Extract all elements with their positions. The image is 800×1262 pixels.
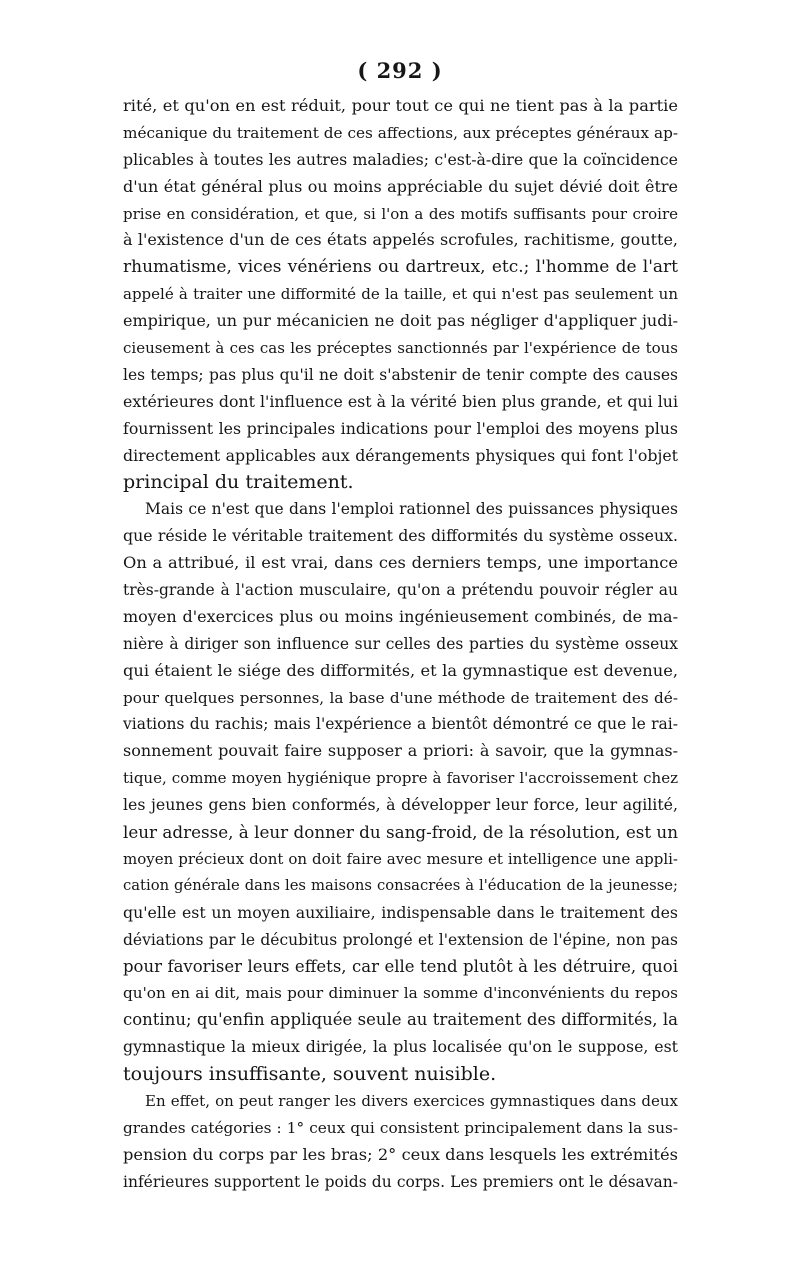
text-line: prise en considération, et que, si l'on a des motifs suffisants pour croire xyxy=(123,204,678,223)
text-line: viations du rachis; mais l'expérience a bientôt démontré ce que le rai- xyxy=(123,715,678,734)
text-line: moyen précieux dont on doit faire avec mesure et intelligence une appli- xyxy=(123,849,678,868)
text-line: qu'on en ai dit, mais pour diminuer la somme d'inconvénients du repos xyxy=(123,984,678,1003)
text-line: leur adresse, à leur donner du sang-froid, de la résolution, est un xyxy=(123,822,678,843)
text-line: inférieures supportent le poids du corps. Les premiers ont le désavan- xyxy=(123,1172,678,1191)
text-line: rité, et qu'on en est réduit, pour tout ce qui ne tient pas à la partie xyxy=(123,96,678,115)
text-line: empirique, un pur mécanicien ne doit pas négliger d'appliquer judi- xyxy=(123,311,678,331)
paragraph-end-line: principal du traitement. xyxy=(123,471,354,494)
text-line: extérieures dont l'influence est à la vérité bien plus grande, et qui lui xyxy=(123,391,678,411)
text-line: rhumatisme, vices vénériens ou dartreux, etc.; l'homme de l'art xyxy=(123,257,678,278)
text-line: plicables à toutes les autres maladies; c'est-à-dire que la coïncidence xyxy=(123,149,678,169)
text-line: sonnement pouvait faire supposer a priori: à savoir, que la gymnas- xyxy=(123,741,678,761)
text-line: d'un état général plus ou moins appréciable du sujet dévié doit être xyxy=(123,176,678,196)
text-line: qui étaient le siége des difformités, et la gymnastique est devenue, xyxy=(123,660,678,680)
text-line: fournissent les principales indications pour l'emploi des moyens plus xyxy=(123,418,678,438)
text-line: cieusement à ces cas les préceptes sanctionnés par l'expérience de tous xyxy=(123,339,678,358)
paragraph-end-line: toujours insuffisante, souvent nuisible. xyxy=(123,1063,497,1086)
text-line: pension du corps par les bras; 2° ceux dans lesquels les extrémités xyxy=(123,1144,678,1164)
text-line: nière à diriger son influence sur celles des parties du système osseux xyxy=(123,634,678,653)
text-line: les temps; pas plus qu'il ne doit s'abstenir de tenir compte des causes xyxy=(123,365,678,384)
paragraph-start-line: Mais ce n'est que dans l'emploi rationnel des puissances physiques xyxy=(145,500,678,519)
text-line: très-grande à l'action musculaire, qu'on a prétendu pouvoir régler au xyxy=(123,581,678,600)
page-number: ( 292 ) xyxy=(357,58,443,83)
text-line: appelé à traiter une difformité de la taille, et qui n'est pas seulement un xyxy=(123,285,678,304)
text-line: déviations par le décubitus prolongé et l'extension de l'épine, non pas xyxy=(123,930,678,949)
text-line: On a attribué, il est vrai, dans ces derniers temps, une importance xyxy=(123,553,678,573)
text-line: cation générale dans les maisons consacrées à l'éducation de la jeunesse; xyxy=(123,876,678,894)
text-line: mécanique du traitement de ces affections, aux préceptes généraux ap- xyxy=(123,123,678,142)
text-line: directement applicables aux dérangements physiques qui font l'objet xyxy=(123,445,678,465)
text-line: pour quelques personnes, la base d'une méthode de traitement des dé- xyxy=(123,688,678,707)
text-line: gymnastique la mieux dirigée, la plus localisée qu'on le suppose, est xyxy=(123,1037,678,1057)
paragraph-start-line: En effet, on peut ranger les divers exercices gymnastiques dans deux xyxy=(145,1091,678,1110)
text-line: que réside le véritable traitement des difformités du système osseux. xyxy=(123,526,678,546)
text-line: pour favoriser leurs effets, car elle tend plutôt à les détruire, quoi xyxy=(123,956,678,976)
text-line: les jeunes gens bien conformés, à développer leur force, leur agilité, xyxy=(123,795,678,815)
body-text xyxy=(123,93,678,1196)
text-line: grandes catégories : 1° ceux qui consistent principalement dans la sus- xyxy=(123,1118,678,1137)
text-line: qu'elle est un moyen auxiliaire, indispensable dans le traitement des xyxy=(123,902,678,922)
text-line: tique, comme moyen hygiénique propre à favoriser l'accroissement chez xyxy=(123,769,678,788)
text-line: moyen d'exercices plus ou moins ingénieusement combinés, de ma- xyxy=(123,606,678,626)
text-line: continu; qu'enfin appliquée seule au traitement des difformités, la xyxy=(123,1010,678,1030)
text-line: à l'existence d'un de ces états appelés scrofules, rachitisme, goutte, xyxy=(123,230,678,250)
